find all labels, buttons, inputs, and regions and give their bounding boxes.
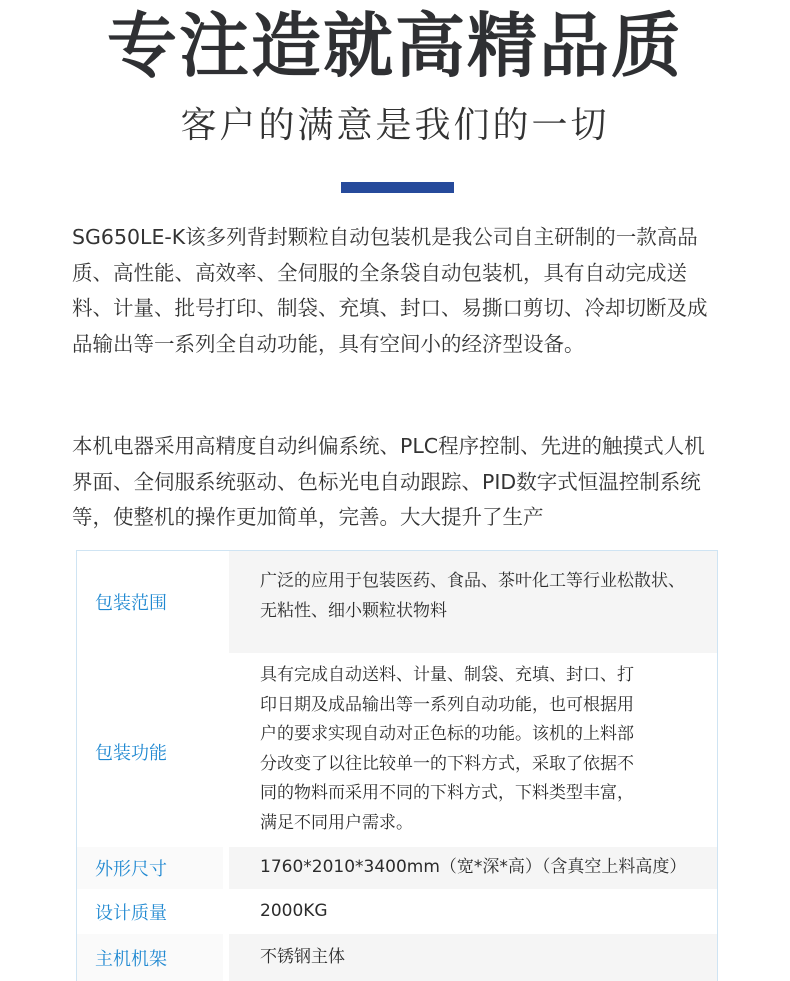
- spec-row-packaging-range: [77, 551, 717, 653]
- spec-row-dimensions: [77, 847, 717, 889]
- spec-value: 1760*2010*3400mm（宽*深*高）（含真空上料高度）: [229, 847, 717, 889]
- spec-label: 包装功能: [77, 657, 223, 846]
- accent-divider: [341, 182, 454, 193]
- spec-value: 广泛的应用于包装医药、食品、茶叶化工等行业松散状、 无粘性、细小颗粒状物料: [229, 551, 717, 653]
- spec-value: 不锈钢主体: [229, 934, 717, 981]
- page-subheadline: 客户的满意是我们的一切: [180, 105, 610, 146]
- spec-value: 2000KG: [229, 891, 717, 933]
- spec-row-packaging-function: [77, 657, 717, 846]
- spec-label: 包装范围: [77, 551, 223, 653]
- spec-label: 外形尺寸: [77, 847, 223, 889]
- spec-row-frame: [77, 934, 717, 981]
- intro-paragraph-2: 本机电器采用高精度自动纠偏系统、PLC程序控制、先进的触摸式人机界面、全伺服系统驱动、色标光电自动跟踪、PID数字式恒温控制系统等，使整机的操作更加简单，完善。大大提升了生产: [72, 434, 705, 529]
- spec-label: 主机机架: [77, 934, 223, 981]
- page-headline: 专注造就高精品质: [107, 5, 683, 87]
- intro-paragraph-1: SG650LE-K该多列背封颗粒自动包装机是我公司自主研制的一款高品质、高性能、高效率、全伺服的全条袋自动包装机，具有自动完成送料、计量、批号打印、制袋、充填、封口、易撕口剪切、冷却切断及成品输出等一系列全自动功能，具有空间小的经济型设备。: [72, 225, 708, 356]
- spec-label: 设计质量: [77, 891, 223, 933]
- spec-value: 具有完成自动送料、计量、制袋、充填、封口、打 印日期及成品输出等一系列自动功能，也可根据用 户的要求实现自动对正色标的功能。该机的上料部 分改变了以往比较单一的下料方式，采取了依据不 同的物料而采用不同的下料方式，下料类型丰富， 满足不同用户需求。: [229, 657, 717, 846]
- spec-table: [76, 550, 718, 981]
- spec-row-weight: [77, 891, 717, 933]
